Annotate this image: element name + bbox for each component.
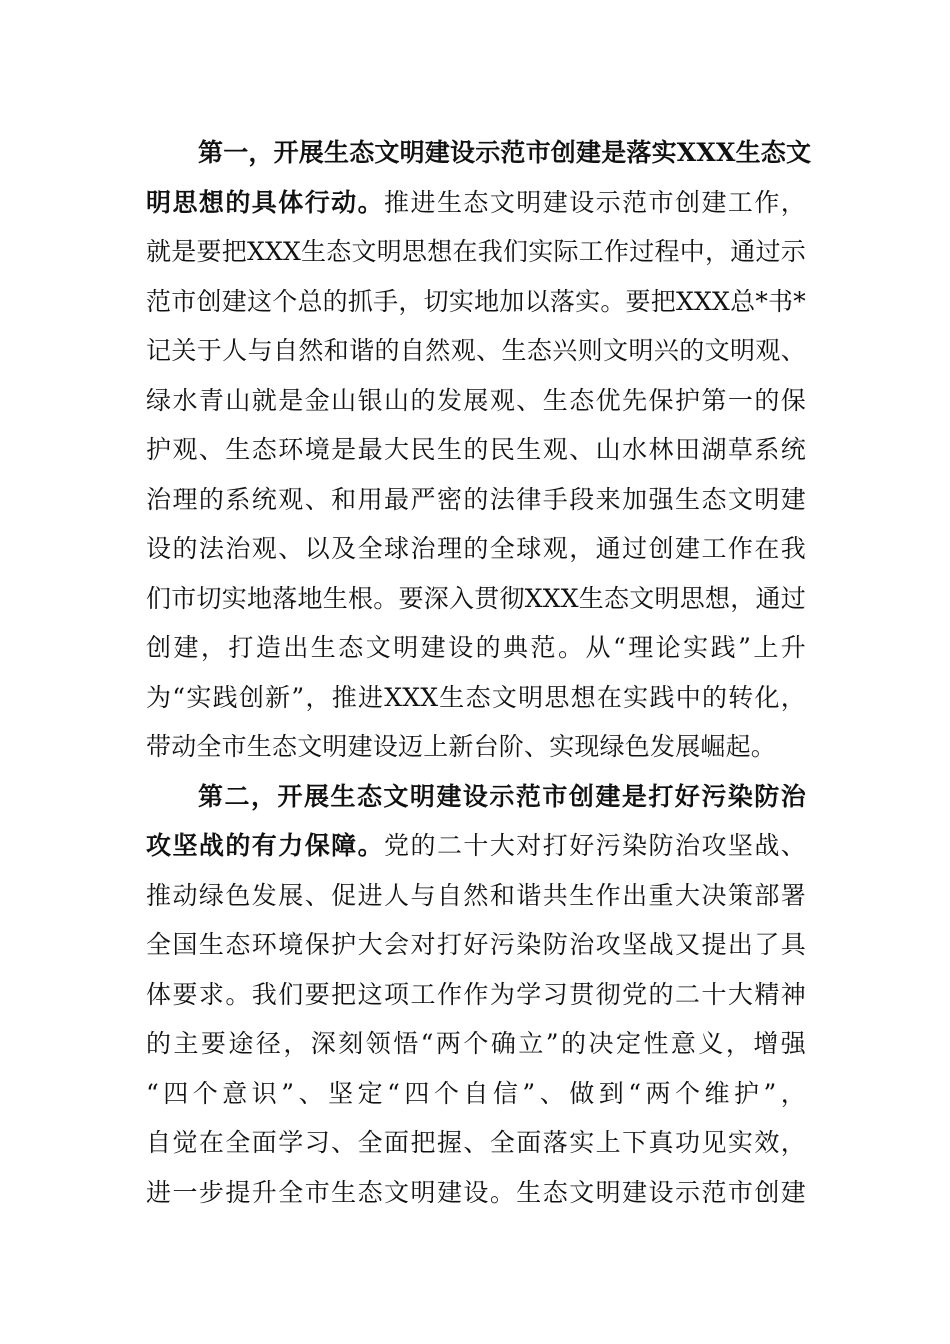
paragraph-2-line-1 [146,772,806,822]
paragraph-2-heading-part-1: 第二，开展生态文明建设示范市创建是打好污染防治 [198,781,806,811]
paragraph-1-line-2 [146,178,806,228]
paragraph-1-line-9: 设的法治观、以及全球治理的全球观，通过创建工作在我 [146,534,806,563]
paragraph-1-line-1 [146,128,812,178]
paragraph-1-line-13: 带动全市生态文明建设迈上新台阶、实现绿色发展崛起。 [146,732,777,761]
paragraph-2-line-6: 的主要途径，深刻领悟“两个确立”的决定性意义，增强 [146,1029,806,1058]
paragraph-2-line-7: “四个意识”、坚定“四个自信”、做到“两个维护”， [146,1078,806,1108]
paragraph-1-line-7: 护观、生态环境是最大民生的民生观、山水林田湖草系统 [146,435,806,464]
paragraph-1-heading-part-1: 第一，开展生态文明建设示范市创建是落实XXX生态文 [198,138,812,167]
paragraph-1-line-3: 就是要把XXX生态文明思想在我们实际工作过程中，通过示 [146,237,806,266]
paragraph-2-line-4: 全国生态环境保护大会对打好污染防治攻坚战又提出了具 [146,930,806,959]
paragraph-1-line-4: 范市创建这个总的抓手，切实地加以落实。要把XXX总*书* [146,286,806,316]
paragraph-1-line-2-text: 推进生态文明建设示范市创建工作， [384,187,806,217]
document-body [146,128,812,1217]
paragraph-1-line-12: 为“实践创新”，推进XXX生态文明思想在实践中的转化， [146,682,806,712]
paragraph-1-line-11: 创建，打造出生态文明建设的典范。从“理论实践”上升 [146,633,806,662]
paragraph-1-heading-part-2: 明思想的具体行动。 [146,187,385,217]
paragraph-2-line-2 [146,821,806,871]
paragraph-2-line-9: 进一步提升全市生态文明建设。生态文明建设示范市创建 [146,1177,806,1207]
paragraph-1-line-6: 绿水青山就是金山银山的发展观、生态优先保护第一的保 [146,385,806,415]
paragraph-2-heading-part-2: 攻坚战的有力保障。 [146,831,385,860]
paragraph-1-line-8: 治理的系统观、和用最严密的法律手段来加强生态文明建 [146,484,806,514]
paragraph-2-line-5: 体要求。我们要把这项工作作为学习贯彻党的二十大精神 [146,979,806,1009]
paragraph-2-line-8: 自觉在全面学习、全面把握、全面落实上下真功见实效， [146,1128,806,1157]
paragraph-2-line-3: 推动绿色发展、促进人与自然和谐共生作出重大决策部署 [146,880,806,910]
paragraph-1-line-10: 们市切实地落地生根。要深入贯彻XXX生态文明思想，通过 [146,583,806,613]
paragraph-1-line-5: 记关于人与自然和谐的自然观、生态兴则文明兴的文明观、 [146,336,806,365]
paragraph-2-line-2-text: 党的二十大对打好污染防治攻坚战、 [384,831,806,860]
